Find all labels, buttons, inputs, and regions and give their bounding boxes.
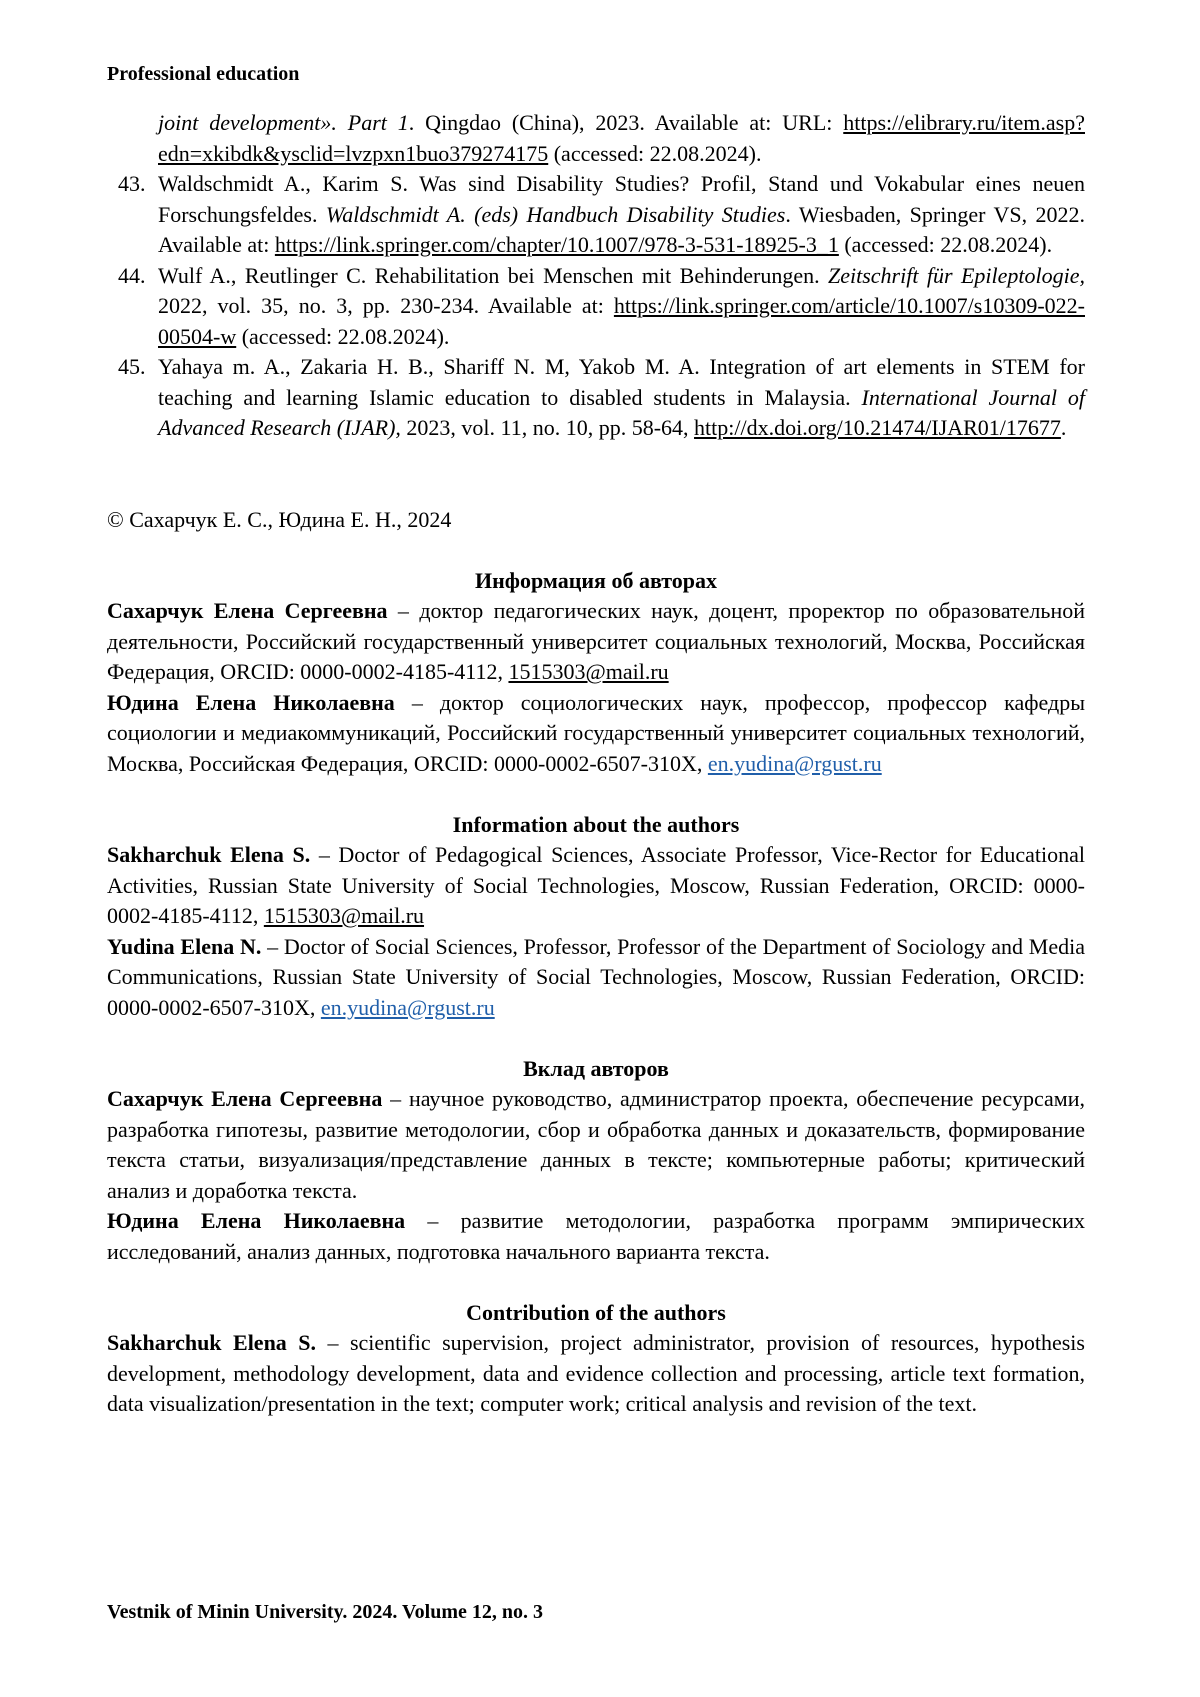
springer-article-link[interactable]: https://link.springer.com/article/10.1007/s10309-022-00504-w	[158, 293, 1085, 349]
contribution-ru-yudina	[107, 1206, 1085, 1267]
author-name: Юдина Елена Николаевна	[107, 689, 395, 715]
reference-number: 44.	[118, 262, 146, 288]
author-name: Sakharchuk Elena S.	[107, 1330, 317, 1355]
reference-source-italic: International Journal of Advanced Research (IJAR),	[158, 384, 1086, 440]
reference-text: Wulf A., Reutlinger C. Rehabilitation bei Menschen mit Behinderungen.	[158, 262, 828, 288]
contribution-description: – научное руководство, администратор проекта, обеспечение ресурсами, разработка гипотезы, развитие методологии, сбор и обработка данных и доказательств, формирование текста статьи, визуализация/представление данных в тексте; компьютерные работы; критический анализ и доработка текста.	[107, 1086, 1085, 1203]
section-heading-info-en: Information about the authors	[452, 811, 740, 837]
author-description: – доктор социологических наук, профессор, профессор кафедры социологии и медиакоммуникаций, Российский государственный университет социальных технологий, Москва, Российская Федерация, ORCID: 0000-0002-6507-310X,	[107, 689, 1085, 776]
author-name: Sakharchuk Elena S.	[107, 842, 311, 867]
author-info-en-yudina	[107, 932, 1085, 1024]
running-header: Professional education	[107, 63, 300, 85]
reference-item-42-continuation	[107, 108, 1085, 169]
reference-item-45	[107, 352, 1085, 444]
reference-text: Waldschmidt A., Karim S. Was sind Disability Studies? Profil, Stand und Vokabular eines neuen Forschungsfeldes.	[158, 171, 1085, 227]
author-name: Юдина Елена Николаевна	[107, 1208, 406, 1233]
reference-number: 45.	[118, 354, 146, 379]
author-info-ru-sakharchuk	[107, 596, 1085, 688]
reference-text: Yahaya m. A., Zakaria H. B., Shariff N. M, Yakob M. A. Integration of art elements in STEM for teaching and learning Islamic education to disabled students in Malaysia.	[158, 354, 1085, 410]
doi-link[interactable]: http://dx.doi.org/10.21474/IJAR01/17677	[694, 415, 1061, 440]
reference-accessed-text: (accessed: 22.08.2024).	[236, 323, 450, 349]
author-name: Сахарчук Елена Сергеевна	[107, 1086, 383, 1111]
springer-chapter-link[interactable]: https://link.springer.com/chapter/10.1007/978-3-531-18925-3_1	[274, 232, 839, 257]
reference-text: . Qingdao (China), 2023. Available at: URL:	[408, 110, 844, 135]
email-link-sakharchuk[interactable]: 1515303@mail.ru	[508, 659, 669, 684]
section-heading-info-ru: Информация об авторах	[474, 567, 718, 593]
reference-accessed-text: .	[1060, 415, 1067, 440]
author-description: – Doctor of Social Sciences, Professor, Professor of the Department of Sociology and Media Communications, Russian State University of Social Technologies, Moscow, Russian Federation, ORCID: 0000-0002-6507-310X,	[107, 933, 1085, 1020]
author-description: – Doctor of Pedagogical Sciences, Associate Professor, Vice-Rector for Educational Activities, Russian State University of Social Technologies, Moscow, Russian Federation, ORCID: 0000-0002-4185-4112,	[107, 842, 1085, 928]
reference-source-italic: Zeitschrift für Epileptologie,	[828, 262, 1085, 288]
contribution-en-sakharchuk	[107, 1328, 1085, 1420]
email-link-yudina[interactable]: en.yudina@rgust.ru	[707, 750, 882, 776]
reference-text: 2023, vol. 11, no. 10, pp. 58-64,	[400, 415, 695, 440]
email-link-sakharchuk[interactable]: 1515303@mail.ru	[263, 903, 425, 928]
reference-item-43	[107, 169, 1085, 261]
section-heading-contribution-ru: Вклад авторов	[523, 1055, 669, 1081]
reference-source-italic: Waldschmidt A. (eds) Handbuch Disability Studies	[325, 201, 786, 227]
contribution-ru-sakharchuk	[107, 1084, 1085, 1206]
reference-text: . Wiesbaden, Springer VS, 2022. Available at:	[158, 201, 1086, 257]
author-name: Сахарчук Елена Сергеевна	[107, 598, 388, 623]
email-link-yudina[interactable]: en.yudina@rgust.ru	[320, 994, 495, 1020]
reference-source-italic: joint development». Part 1	[158, 110, 409, 135]
author-name: Yudina Elena N.	[107, 933, 262, 959]
copyright-line: © Сахарчук Е. С., Юдина Е. Н., 2024	[107, 506, 452, 532]
reference-accessed-text: (accessed: 22.08.2024).	[548, 140, 762, 166]
contribution-description: – scientific supervision, project administrator, provision of resources, hypothesis development, methodology development, data and evidence collection and processing, article text formation, data visualization/presentation in the text; computer work; critical analysis and revision of the text.	[107, 1330, 1085, 1416]
reference-text: 2022, vol. 35, no. 3, pp. 230-234. Available at:	[158, 293, 614, 318]
reference-number: 43.	[118, 171, 146, 196]
reference-item-44	[107, 261, 1085, 353]
author-info-ru-yudina	[107, 688, 1085, 780]
section-heading-contribution-en: Contribution of the authors	[466, 1299, 726, 1325]
author-info-en-sakharchuk	[107, 840, 1085, 932]
journal-footer: Vestnik of Minin University. 2024. Volume 12, no. 3	[107, 1601, 543, 1623]
references-list	[107, 108, 1085, 444]
reference-accessed-text: (accessed: 22.08.2024).	[838, 232, 1053, 257]
contribution-description: – развитие методологии, разработка программ эмпирических исследований, анализ данных, подготовка начального варианта текста.	[107, 1208, 1085, 1264]
author-description: – доктор педагогических наук, доцент, проректор по образовательной деятельности, Российский государственный университет социальных технологий, Москва, Российская Федерация, ORCID: 0000-0002-4185-4112,	[107, 598, 1085, 684]
elibrary-link[interactable]: https://elibrary.ru/item.asp?edn=xkibdk&ysclid=lvzpxn1buo379274175	[158, 110, 1085, 166]
